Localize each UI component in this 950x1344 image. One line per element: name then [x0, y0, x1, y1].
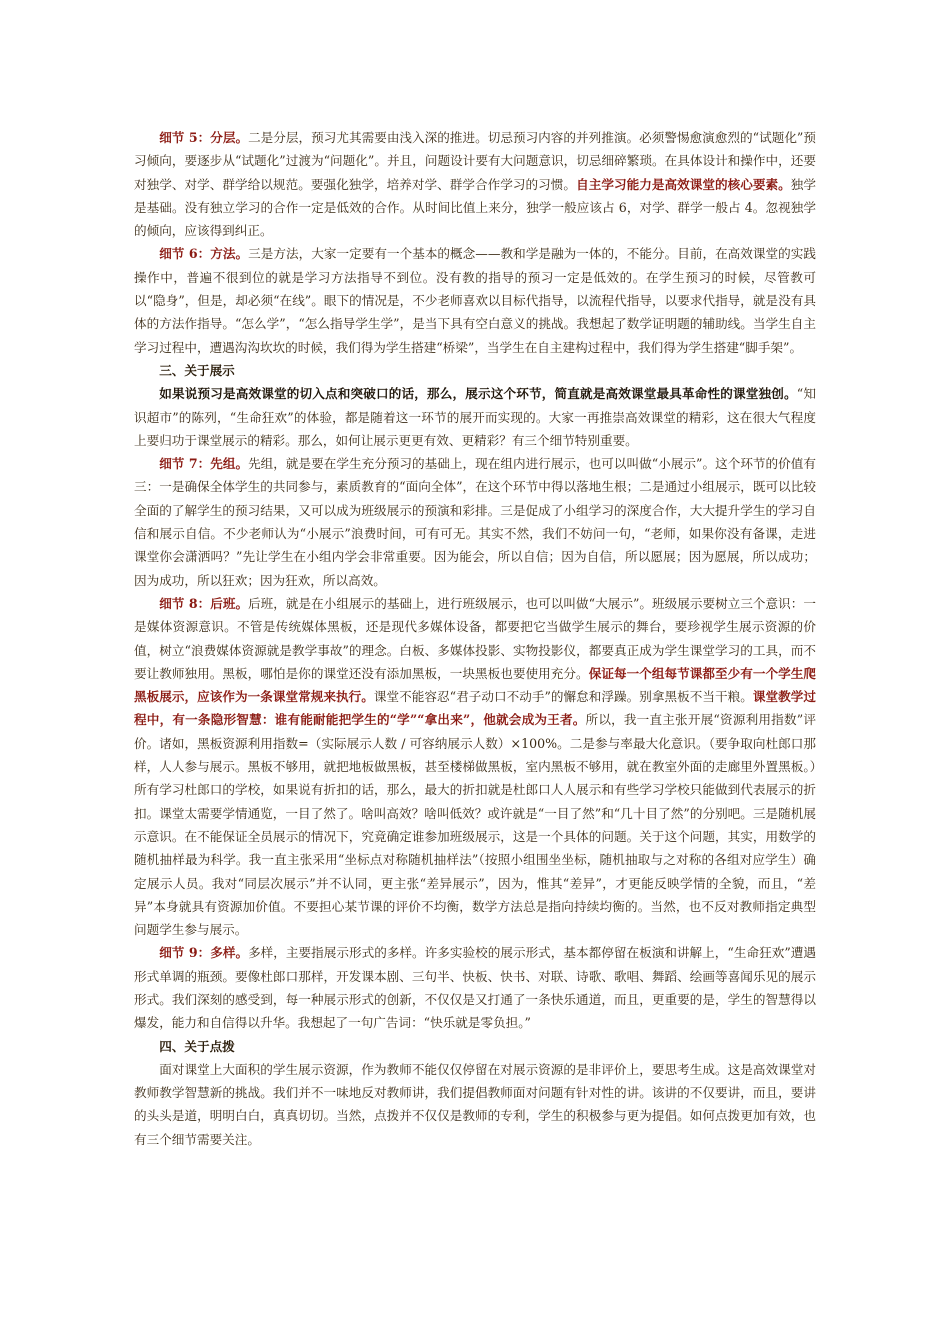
section-4-text: 面对课堂上大面积的学生展示资源，作为教师不能仅仅停留在对展示资源的是非评价上，要思考生成。这是高效课堂对教师教学智慧新的挑战。我们并不一味地反对教师讲，我们提倡教师面对问题有针对性的讲。该讲的不仅要讲，而且，要讲的头头是道，明明白白，真真切切。当然，点拨并不仅仅是教师的专利，学生的积极参与更为提倡。如何点拨更加有效，也有三个细节需要关注。: [134, 1061, 816, 1147]
detail-5-emphasis: 自主学习能力是高效课堂的核心要素。: [576, 176, 791, 192]
detail-8-emphasis-b: 课堂教学过程中，有一条隐形智慧：谁有能耐能把学生的“学”“拿出来”，他就会成为王者。: [134, 689, 816, 728]
detail-7-text: 先组，就是要在学生充分预习的基础上，现在组内进行展示，也可以叫做“小展示”。这个环节的价值有三：一是确保全体学生的共同参与，素质教育的“面向全体”，在这个环节中得以落地生根；二是通过小组展示，既可以比较全面的了解学生的预习结果，又可以成为班级展示的预演和彩排。三是促成了小组学习的深度合作，大大提升学生的学习自信和展示自信。不少老师认为“小展示”浪费时间，可有可无。其实不然，我们不妨问一句，“老师，如果你没有备课，走进课堂你会潇洒吗？”先让学生在小组内学会非常重要。因为能会，所以自信；因为自信，所以愿展；因为愿展，所以成功；因为成功，所以狂欢；因为狂欢，所以高效。: [134, 456, 816, 588]
paragraph-detail-7: [134, 452, 816, 592]
detail-5-text-a: 二是分层，预习尤其需要由浅入深的推进。切忌预习内容的并列推演。必须警惕愈演愈烈的“试题化”预习倾向，要逐步从“试题化”过渡为“问题化”。并且，问题设计要有大问题意识，切忌细碎繁琐。在具体设计和操作中，还要对独学、对学、群学给以规范。要强化独学，培养对学、群学合作学习的习惯。: [134, 130, 816, 192]
detail-6-text: 三是方法，大家一定要有一个基本的概念——教和学是融为一体的，不能分。目前，在高效课堂的实践操作中，普遍不很到位的就是学习方法指导不到位。没有教的指导的预习一定是低效的。在学生预习的时候，尽管教可以“隐身”，但是，却必须“在线”。眼下的情况是，不少老师喜欢以目标代指导，以流程代指导，以要求代指导，就是没有具体的方法作指导。“怎么学”，“怎么指导学生学”，是当下具有空白意义的挑战。我想起了数学证明题的辅助线。当学生自主学习过程中，遭遇沟沟坎坎的时候，我们得为学生搭建“桥梁”，当学生在自主建构过程中，我们得为学生搭建“脚手架”。: [134, 246, 817, 355]
detail-6-heading: 细节 6：方法。: [159, 246, 249, 262]
document-body: [134, 126, 816, 1151]
detail-8-text-c: 所以，我一直主张开展“资源利用指数”评价。诸如，黑板资源利用指数=（实际展示人数 / 可容纳展示人数）×100%。二是参与率最大化意识。（要争取向杜郎口那样，人人参与展示。黑板不够用，就把地板做黑板，甚至楼梯做黑板，室内黑板不够用，就在教室外面的走廊里外置黑板。）所有学习杜郎口的学校，如果说有折扣的话，那么，最大的折扣就是杜郎口人人展示和有些学习学校只能做到代表展示的折扣。课堂太需要学情通览，一目了然了。啥叫高效？啥叫低效？或许就是“一目了然”和“几十目了然”的分别吧。三是随机展示意识。在不能保证全员展示的情况下，究竟确定谁参加班级展示，这是一个具体的问题。关于这个问题，其实，用数学的随机抽样最为科学。我一直主张采用“坐标点对称随机抽样法”（按照小组围坐坐标，随机抽取与之对称的各组对应学生）确定展示人员。我对“同层次展示”并不认同，更主张“差异展示”，因为，惟其“差异”，才更能反映学情的全貌，而且，“差异”本身就具有资源加价值。不要担心某节课的评价不均衡，数学方法总是指向持续均衡的。当然，也不反对教师指定典型问题学生参与展示。: [134, 712, 816, 938]
section-3-emphasis: 如果说预习是高效课堂的切入点和突破口的话，那么，展示这个环节，简直就是高效课堂最具革命性的课堂独创。: [159, 386, 797, 402]
paragraph-section-3-intro: [134, 382, 816, 452]
section-heading-4: 四、关于点拨: [159, 1038, 235, 1054]
detail-8-text-a: 后班，就是在小组展示的基础上，进行班级展示，也可以叫做“大展示”。班级展示要树立三个意识：一是媒体资源意识。不管是传统媒体黑板，还是现代多媒体设备，都要把它当做学生展示的舞台，要珍视学生展示资源的价值，树立“浪费媒体资源就是教学事故”的理念。白板、多媒体投影、实物投影仪，都要真正成为学生课堂学习的工具，而不要让教师独用。黑板，哪怕是你的课堂还没有添加黑板，一块黑板也要使用充分。: [134, 595, 816, 681]
detail-9-heading: 细节 9：多样。: [159, 945, 249, 961]
detail-8-emphasis-a: 保证每一个组每节课都至少有一个学生爬黑板展示，应该作为一条课堂常规来执行。: [134, 665, 817, 705]
paragraph-detail-5: [134, 126, 816, 242]
detail-8-text-b: 课堂不能容忍“君子动口不动手”的懈怠和浮躁。别拿黑板不当干粮。: [373, 689, 753, 705]
detail-5-text-b: 独学是基础。没有独立学习的合作一定是低效的合作。从时间比值上来分，独学一般应该占 6，对学、群学一般占 4。忽视独学的倾向，应该得到纠正。: [134, 176, 817, 239]
paragraph-detail-6: [134, 242, 816, 358]
detail-9-text: 多样，主要指展示形式的多样。许多实验校的展示形式，基本都停留在板演和讲解上，“生命狂欢”遭遇形式单调的瓶颈。要像杜郎口那样，开发课本剧、三句半、快板、快书、对联、诗歌、歌唱、舞蹈、绘画等喜闻乐见的展示形式。我们深刻的感受到，每一种展示形式的创新，不仅仅是又打通了一条快乐通道，而且，更重要的是，学生的智慧得以爆发，能力和自信得以升华。我想起了一句广告词：“快乐就是零负担。”: [134, 945, 816, 1031]
paragraph-detail-9: [134, 941, 816, 1034]
detail-7-heading: 细节 7：先组。: [159, 456, 249, 472]
paragraph-detail-8: [134, 592, 816, 941]
detail-8-heading: 细节 8：后班。: [159, 595, 249, 611]
section-heading-3: 三、关于展示: [159, 362, 235, 378]
section-3-text: “知识超市”的陈列，“生命狂欢”的体验，都是随着这一环节的展开而实现的。大家一再推崇高效课堂的精彩，这在很大气程度上要归功于课堂展示的精彩。那么，如何让展示更更有效、更精彩？有三个细节特别重要。: [134, 386, 816, 448]
paragraph-section-4-intro: [134, 1058, 816, 1151]
detail-5-heading: 细节 5：分层。: [159, 130, 249, 145]
